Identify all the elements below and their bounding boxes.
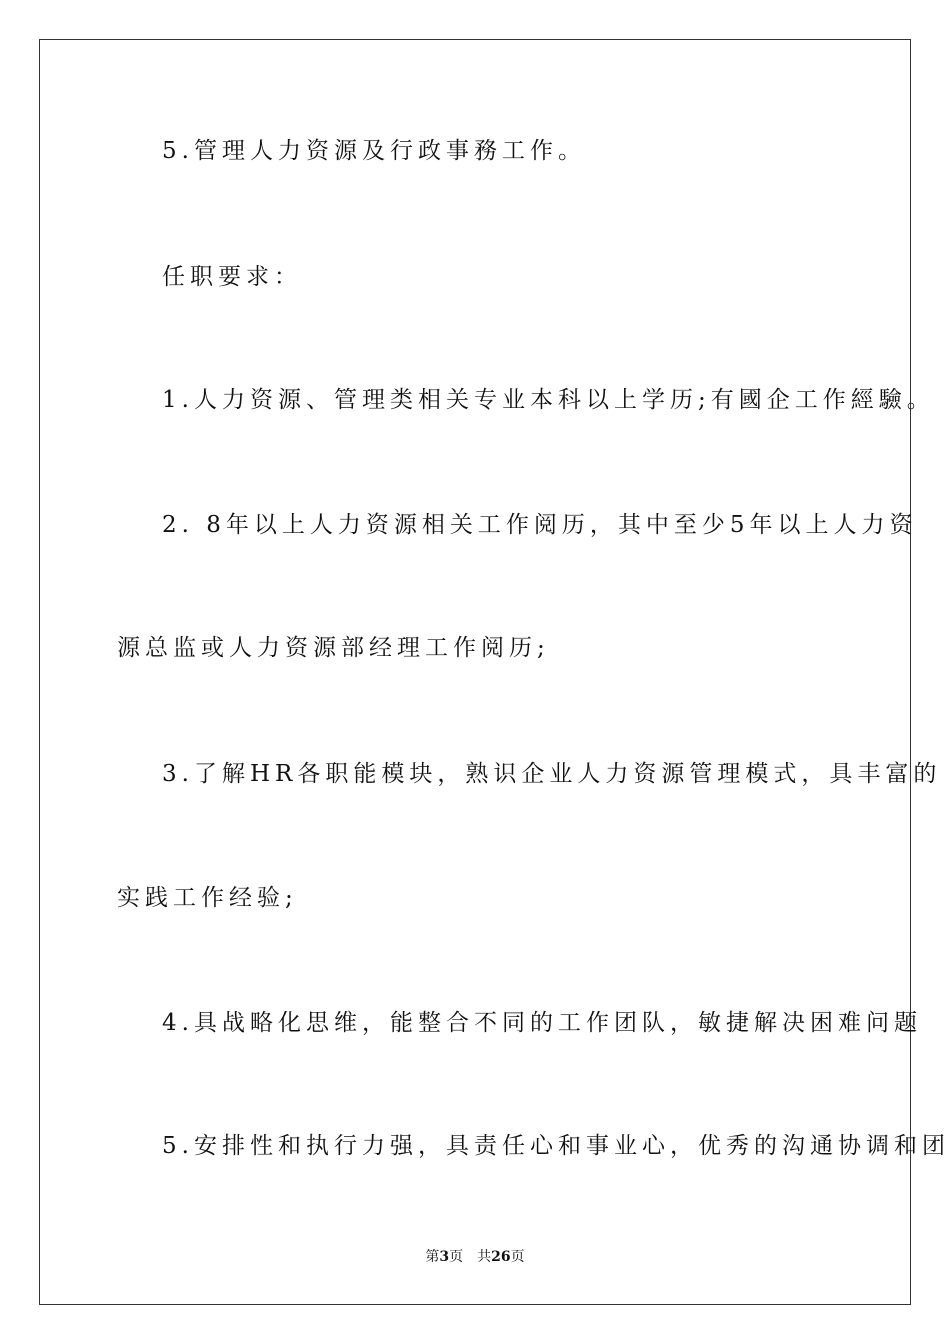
paragraph-line: 4.具战略化思维，能整合不同的工作团队，敏捷解决困难问题 <box>162 1010 922 1036</box>
page-border <box>39 39 911 1305</box>
footer-page-suffix: 页 <box>449 1249 464 1265</box>
paragraph-line: 源总监或人力资源部经理工作阅历; <box>117 635 550 661</box>
footer-page-number: 3 <box>439 1249 450 1265</box>
footer-page-prefix: 第 <box>425 1249 440 1265</box>
footer-total-pages: 26 <box>491 1249 511 1265</box>
paragraph-line: 实践工作经验; <box>117 885 298 911</box>
paragraph-line: 5.管理人力资源及行政事務工作。 <box>162 138 586 164</box>
paragraph-line: 2. 8年以上人力资源相关工作阅历，其中至少5年以上人力资 <box>162 512 918 538</box>
section-heading: 任职要求： <box>162 264 302 290</box>
paragraph-line: 3.了解HR各职能模块，熟识企业人力资源管理模式，具丰富的 <box>162 761 942 787</box>
paragraph-line: 1.人力资源、管理类相关专业本科以上学历;有國企工作經驗。 <box>162 387 935 413</box>
paragraph-line: 5.安排性和执行力强，具责任心和事业心，优秀的沟通协调和团 <box>162 1133 950 1159</box>
footer-total-suffix: 页 <box>510 1249 525 1265</box>
footer-total-prefix: 共 <box>477 1249 492 1265</box>
page-footer <box>0 1248 950 1266</box>
